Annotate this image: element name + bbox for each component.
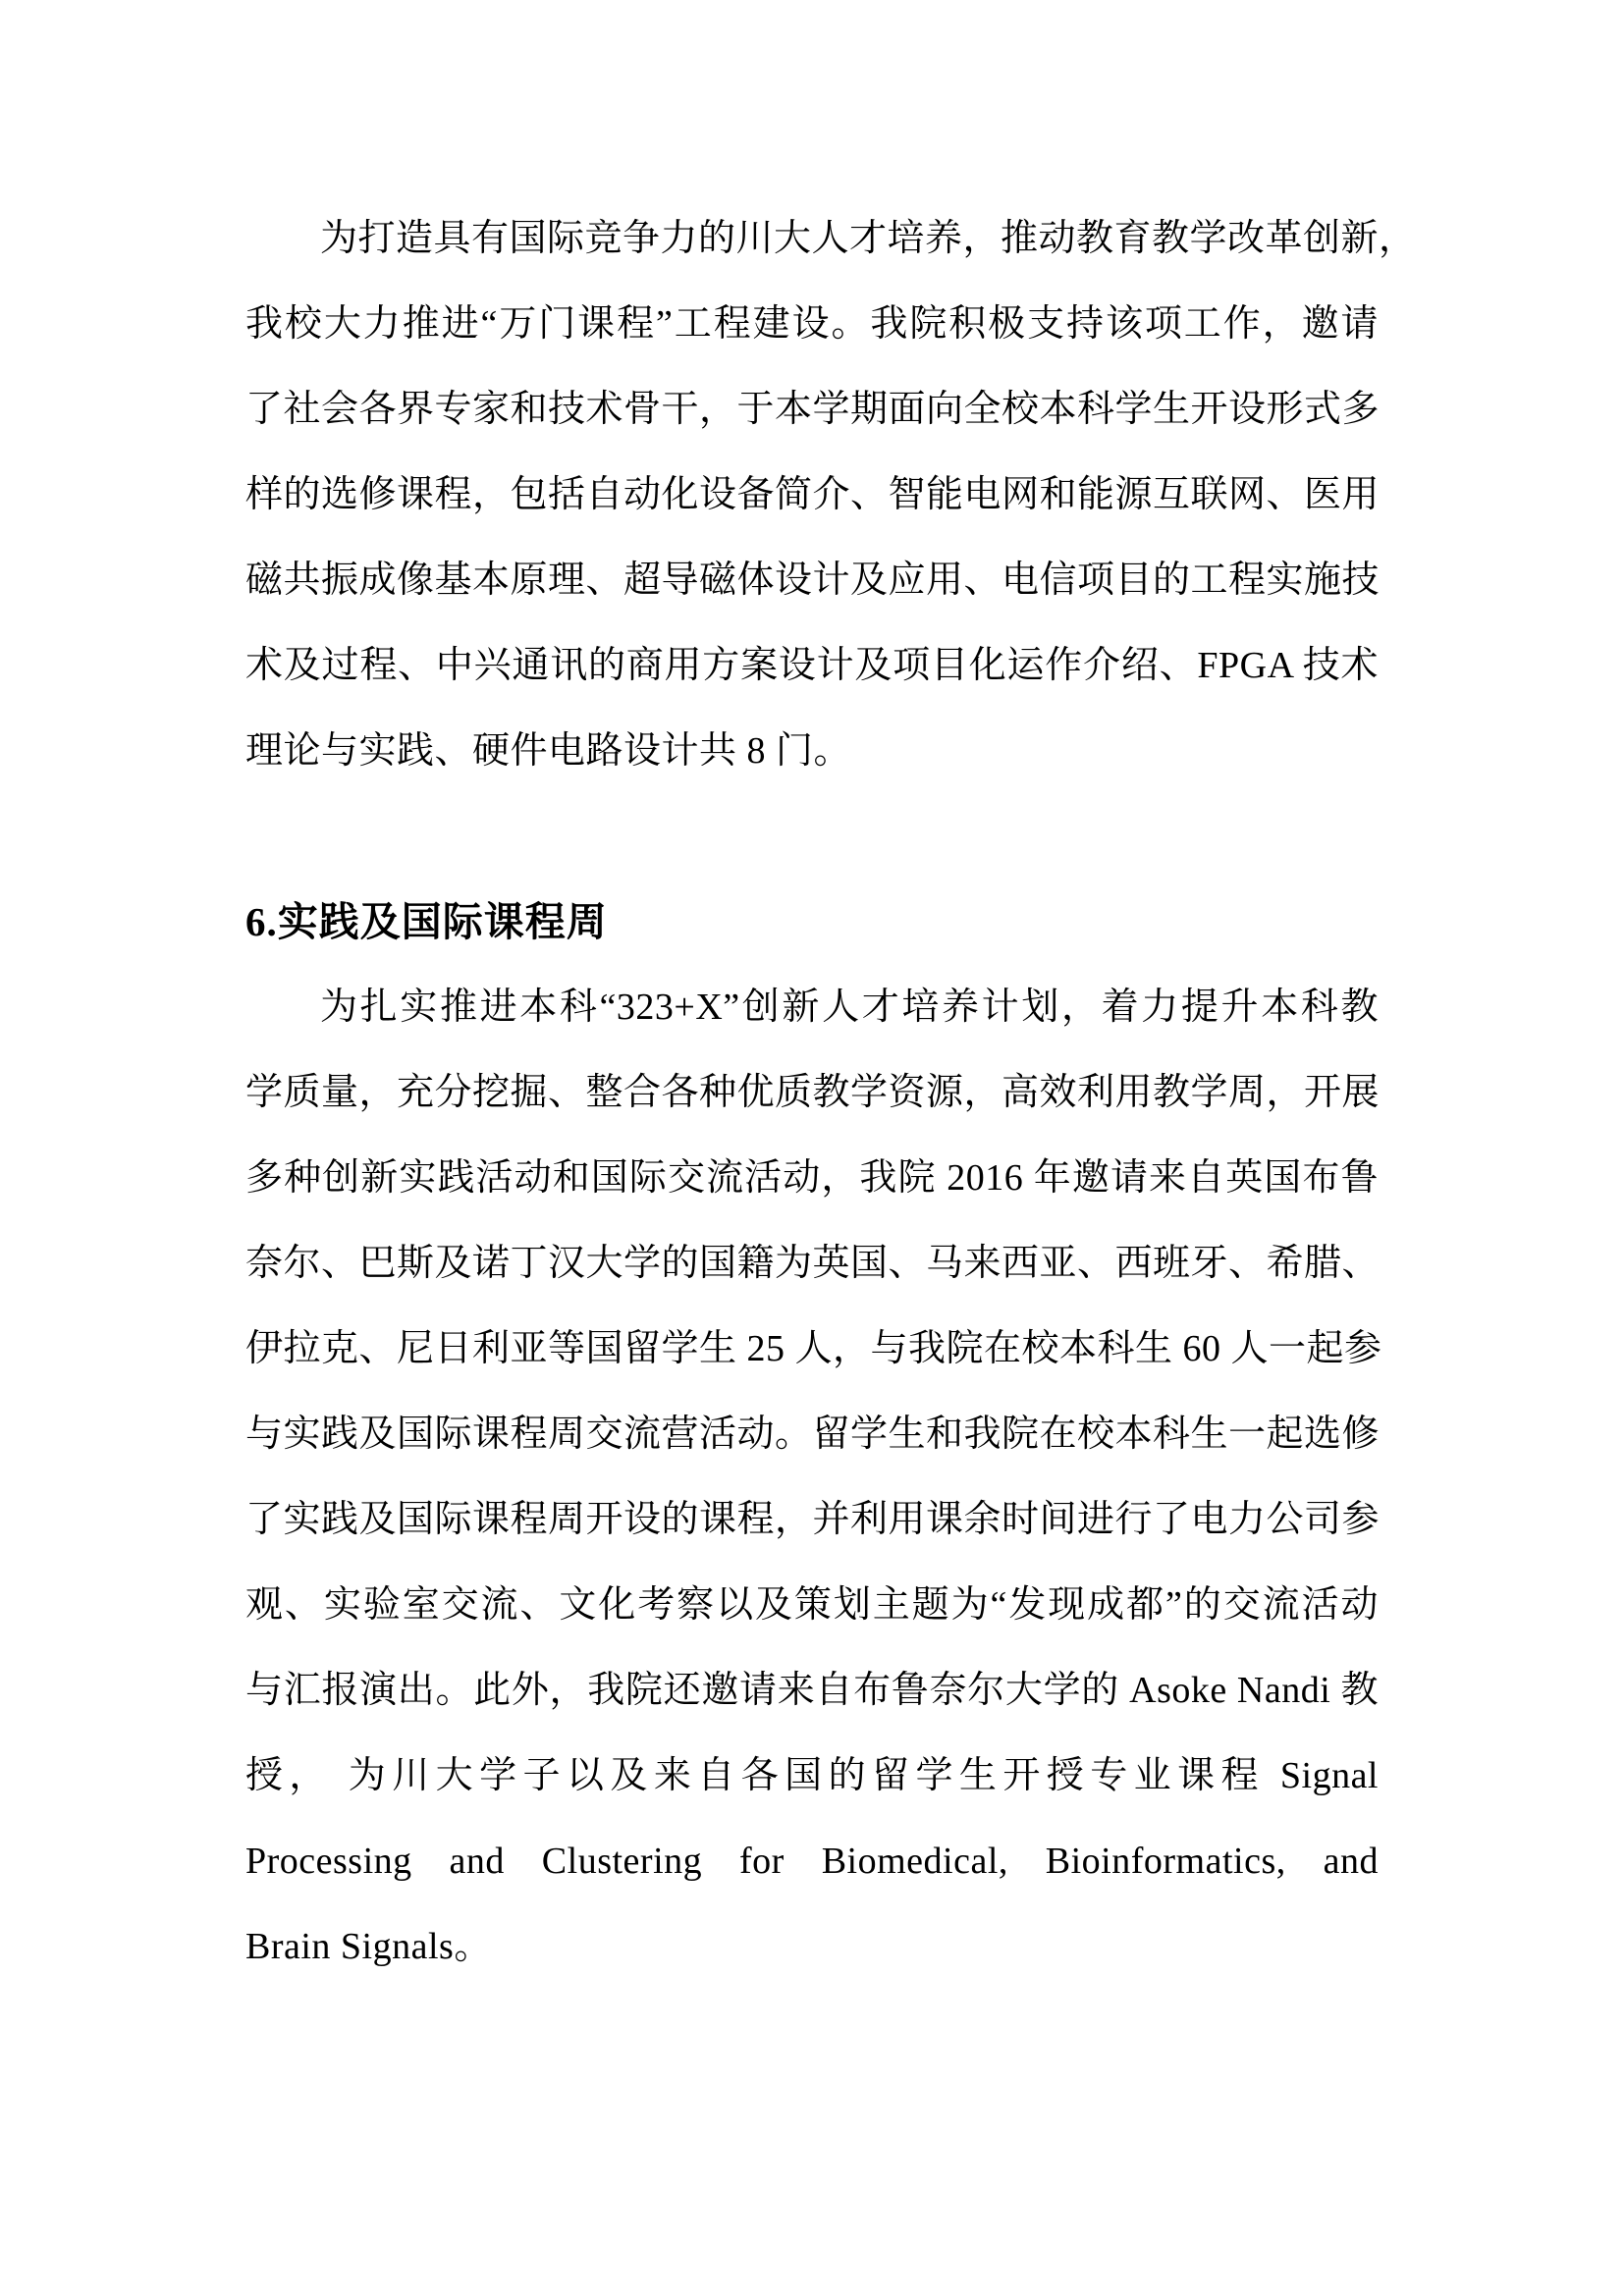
text-line: 样的选修课程，包括自动化设备简介、智能电网和能源互联网、医用 (245, 474, 1380, 515)
text-line: 了实践及国际课程周开设的课程，并利用课余时间进行了电力公司参 (245, 1499, 1380, 1540)
text-line: 与汇报演出。此外，我院还邀请来自布鲁奈尔大学的 Asoke Nandi 教 (245, 1670, 1379, 1711)
text-line: Processing and Clustering for Biomedical, Bioinformatics, and (245, 1841, 1379, 1882)
text-line: 我校大力推进“万门课程”工程建设。我院积极支持该项工作，邀请 (245, 303, 1379, 345)
text-line: 为打造具有国际竞争力的川大人才培养，推动教育教学改革创新， (320, 218, 1417, 259)
paragraph-course-program (245, 196, 1417, 794)
page-content (245, 196, 1417, 1990)
section-heading: 6.实践及国际课程周 (245, 899, 608, 944)
text-line: 术及过程、中兴通讯的商用方案设计及项目化运作介绍、FPGA 技术 (245, 645, 1379, 686)
text-line: Brain Signals。 (245, 1926, 492, 1967)
text-line: 观、实验室交流、文化考察以及策划主题为“发现成都”的交流活动 (245, 1584, 1379, 1626)
text-line: 理论与实践、硬件电路设计共 8 门。 (245, 730, 852, 772)
text-line: 伊拉克、尼日利亚等国留学生 25 人，与我院在校本科生 60 人一起参 (245, 1328, 1382, 1369)
paragraph-international-week (245, 965, 1382, 1990)
text-line: 学质量，充分挖掘、整合各种优质教学资源，高效利用教学周，开展 (245, 1072, 1380, 1113)
text-line: 了社会各界专家和技术骨干，于本学期面向全校本科学生开设形式多 (245, 389, 1380, 430)
text-line: 为扎实推进本科“323+X”创新人才培养计划，着力提升本科教 (320, 987, 1379, 1028)
text-line: 授， 为川大学子以及来自各国的留学生开授专业课程 Signal (245, 1755, 1379, 1796)
text-line: 多种创新实践活动和国际交流活动，我院 2016 年邀请来自英国布鲁 (245, 1157, 1379, 1199)
text-line: 奈尔、巴斯及诺丁汉大学的国籍为英国、马来西亚、西班牙、希腊、 (245, 1243, 1380, 1284)
text-line: 磁共振成像基本原理、超导磁体设计及应用、电信项目的工程实施技 (245, 560, 1380, 601)
text-line: 与实践及国际课程周交流营活动。留学生和我院在校本科生一起选修 (245, 1414, 1380, 1455)
